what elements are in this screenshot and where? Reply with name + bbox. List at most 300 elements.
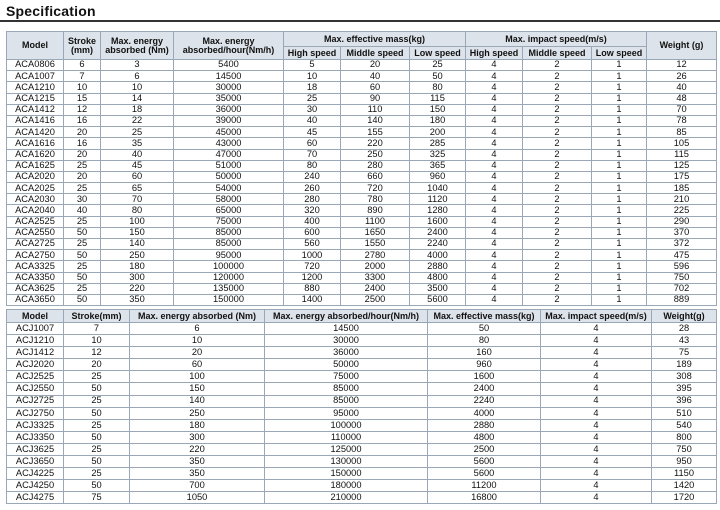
- table-cell: 65000: [174, 205, 284, 216]
- table-cell: 2: [523, 82, 592, 93]
- table-cell: 18: [284, 82, 341, 93]
- table-cell: 45000: [174, 127, 284, 138]
- table-cell: 4: [541, 407, 652, 419]
- table-cell: 10: [101, 82, 174, 93]
- table-cell: 2400: [410, 227, 466, 238]
- table-cell: 50000: [174, 171, 284, 182]
- table-cell: 40: [284, 115, 341, 126]
- table-cell: 45: [101, 160, 174, 171]
- table-cell: ACJ4250: [7, 480, 64, 492]
- table-row: [7, 115, 717, 126]
- table-cell: ACA3325: [7, 261, 64, 272]
- table-cell: ACA0806: [7, 60, 64, 71]
- table-cell: 12: [64, 347, 130, 359]
- table-cell: 85000: [265, 383, 428, 395]
- table-cell: 85000: [265, 395, 428, 407]
- table-cell: ACA1420: [7, 127, 64, 138]
- table-cell: 2: [523, 149, 592, 160]
- table-cell: 4: [541, 395, 652, 407]
- table-row: [7, 492, 717, 504]
- table-header-cell: Max. effective mass(kg): [428, 310, 541, 323]
- table-cell: 4: [466, 205, 523, 216]
- table-cell: 950: [652, 456, 717, 468]
- table-header-cell: Model: [7, 310, 64, 323]
- table-cell: 155: [341, 127, 410, 138]
- table-cell: 1: [592, 183, 647, 194]
- table-cell: 10: [284, 71, 341, 82]
- table-cell: 220: [130, 443, 265, 455]
- table-cell: 14500: [174, 71, 284, 82]
- table-cell: 1: [592, 283, 647, 294]
- table-cell: 702: [647, 283, 717, 294]
- table-cell: 1: [592, 294, 647, 305]
- table-cell: 290: [647, 216, 717, 227]
- table-cell: 2780: [341, 250, 410, 261]
- table-cell: 180: [101, 261, 174, 272]
- acj-header-row: [7, 310, 717, 323]
- table-cell: 2: [523, 183, 592, 194]
- table-cell: ACA1416: [7, 115, 64, 126]
- table-row: [7, 227, 717, 238]
- table-cell: 4: [541, 371, 652, 383]
- header-mass: Max. effective mass(kg): [284, 32, 466, 47]
- table-cell: 45: [284, 127, 341, 138]
- table-cell: ACJ1210: [7, 335, 64, 347]
- table-cell: 2: [523, 194, 592, 205]
- table-cell: 25: [64, 468, 130, 480]
- table-cell: 1: [592, 138, 647, 149]
- table-cell: 596: [647, 261, 717, 272]
- table-cell: 395: [652, 383, 717, 395]
- table-cell: 160: [428, 347, 541, 359]
- table-cell: 210000: [265, 492, 428, 504]
- table-cell: 16: [64, 138, 101, 149]
- table-cell: ACA1215: [7, 93, 64, 104]
- table-cell: 26: [647, 71, 717, 82]
- table-cell: 85000: [174, 227, 284, 238]
- table-cell: 4: [541, 335, 652, 347]
- table-cell: 20: [130, 347, 265, 359]
- table-row: [7, 443, 717, 455]
- title-rule: [0, 20, 720, 22]
- table-cell: 180: [130, 419, 265, 431]
- table-cell: 396: [652, 395, 717, 407]
- table-cell: 6: [64, 60, 101, 71]
- table-cell: 14500: [265, 323, 428, 335]
- table-cell: 1600: [410, 216, 466, 227]
- page-title: Specification: [6, 3, 96, 19]
- header-weight: Weight (g): [647, 32, 717, 60]
- table-cell: 4000: [428, 407, 541, 419]
- table-cell: 80: [284, 160, 341, 171]
- table-cell: 140: [341, 115, 410, 126]
- header-speed-low: Low speed: [592, 47, 647, 60]
- header-energy: Max. energy absorbed (Nm): [101, 32, 174, 60]
- table-cell: 100: [130, 371, 265, 383]
- table-cell: 4: [541, 323, 652, 335]
- table-cell: 7: [64, 71, 101, 82]
- table-cell: 50: [64, 480, 130, 492]
- table-cell: 4: [541, 359, 652, 371]
- aca-spec-table: [6, 31, 717, 306]
- table-cell: ACA1210: [7, 82, 64, 93]
- table-cell: 40: [64, 205, 101, 216]
- table-cell: ACJ1007: [7, 323, 64, 335]
- table-cell: 50: [64, 294, 101, 305]
- table-cell: ACA2025: [7, 183, 64, 194]
- table-cell: 2: [523, 93, 592, 104]
- table-cell: 4800: [410, 272, 466, 283]
- table-cell: 250: [341, 149, 410, 160]
- table-cell: 1650: [341, 227, 410, 238]
- table-cell: 25: [64, 419, 130, 431]
- table-cell: 240: [284, 171, 341, 182]
- table-cell: 140: [130, 395, 265, 407]
- header-speed: Max. impact speed(m/s): [466, 32, 647, 47]
- table-cell: 43000: [174, 138, 284, 149]
- table-cell: 1: [592, 272, 647, 283]
- table-cell: 2: [523, 205, 592, 216]
- table-cell: 2: [523, 261, 592, 272]
- table-row: [7, 456, 717, 468]
- table-cell: 4: [466, 283, 523, 294]
- table-cell: ACJ2750: [7, 407, 64, 419]
- table-cell: 180000: [265, 480, 428, 492]
- table-cell: 25: [64, 371, 130, 383]
- table-cell: 2: [523, 138, 592, 149]
- table-cell: 4800: [428, 431, 541, 443]
- table-cell: ACA2030: [7, 194, 64, 205]
- table-row: [7, 371, 717, 383]
- table-cell: 4: [466, 138, 523, 149]
- table-cell: 100000: [265, 419, 428, 431]
- table-cell: 35: [101, 138, 174, 149]
- table-cell: 4: [466, 272, 523, 283]
- table-cell: 1040: [410, 183, 466, 194]
- table-cell: 80: [101, 205, 174, 216]
- table-cell: 308: [652, 371, 717, 383]
- acj-spec-table: [6, 309, 717, 504]
- table-row: [7, 239, 717, 250]
- table-cell: 889: [647, 294, 717, 305]
- table-cell: 5600: [410, 294, 466, 305]
- table-cell: 4: [466, 104, 523, 115]
- table-row: [7, 127, 717, 138]
- table-header-cell: Stroke(mm): [64, 310, 130, 323]
- table-cell: 50: [64, 383, 130, 395]
- table-cell: 4: [541, 419, 652, 431]
- table-cell: 4: [541, 347, 652, 359]
- table-cell: 78: [647, 115, 717, 126]
- table-cell: 39000: [174, 115, 284, 126]
- table-cell: 135000: [174, 283, 284, 294]
- table-cell: ACA3650: [7, 294, 64, 305]
- header-mass-high: High speed: [284, 47, 341, 60]
- table-cell: 880: [284, 283, 341, 294]
- table-row: [7, 407, 717, 419]
- table-cell: 800: [652, 431, 717, 443]
- header-mass-middle: Middle speed: [341, 47, 410, 60]
- table-cell: 100: [101, 216, 174, 227]
- table-cell: 25: [64, 443, 130, 455]
- table-cell: 250: [101, 250, 174, 261]
- table-cell: 25: [284, 93, 341, 104]
- table-cell: 1120: [410, 194, 466, 205]
- table-cell: 250: [130, 407, 265, 419]
- table-cell: 2: [523, 71, 592, 82]
- table-cell: ACA2550: [7, 227, 64, 238]
- table-row: [7, 323, 717, 335]
- table-cell: 1280: [410, 205, 466, 216]
- table-cell: 4: [466, 127, 523, 138]
- table-cell: 1: [592, 115, 647, 126]
- table-cell: 150: [130, 383, 265, 395]
- table-cell: ACJ3325: [7, 419, 64, 431]
- table-cell: 10: [64, 82, 101, 93]
- table-cell: ACJ3350: [7, 431, 64, 443]
- table-cell: 350: [130, 468, 265, 480]
- table-cell: 4: [466, 294, 523, 305]
- table-cell: 1: [592, 171, 647, 182]
- table-cell: 25: [64, 216, 101, 227]
- table-cell: 4: [541, 456, 652, 468]
- table-cell: 28: [652, 323, 717, 335]
- table-cell: 220: [101, 283, 174, 294]
- table-cell: 1: [592, 104, 647, 115]
- table-cell: 4: [466, 216, 523, 227]
- table-cell: 30: [284, 104, 341, 115]
- table-cell: ACJ3625: [7, 443, 64, 455]
- table-cell: 36000: [265, 347, 428, 359]
- table-cell: 4: [541, 492, 652, 504]
- table-cell: 660: [341, 171, 410, 182]
- table-cell: 85: [647, 127, 717, 138]
- table-cell: 2400: [428, 383, 541, 395]
- table-cell: 25: [64, 395, 130, 407]
- table-cell: 100000: [174, 261, 284, 272]
- table-cell: ACA2040: [7, 205, 64, 216]
- table-cell: 600: [284, 227, 341, 238]
- table-cell: ACA2020: [7, 171, 64, 182]
- table-header-cell: Max. impact speed(m/s): [541, 310, 652, 323]
- table-cell: 75: [64, 492, 130, 504]
- table-cell: 12: [647, 60, 717, 71]
- table-cell: 4: [466, 183, 523, 194]
- table-cell: 4: [541, 443, 652, 455]
- table-cell: 4: [466, 239, 523, 250]
- table-cell: 400: [284, 216, 341, 227]
- table-cell: 16: [64, 115, 101, 126]
- table-cell: 4: [466, 82, 523, 93]
- table-cell: 110: [341, 104, 410, 115]
- table-cell: 80: [410, 82, 466, 93]
- table-cell: ACA2750: [7, 250, 64, 261]
- table-cell: 60: [341, 82, 410, 93]
- table-cell: ACJ2725: [7, 395, 64, 407]
- table-cell: 20: [341, 60, 410, 71]
- table-cell: 4: [466, 171, 523, 182]
- header-energy-hour: Max. energy absorbed/hour(Nm/h): [174, 32, 284, 60]
- table-cell: 18: [101, 104, 174, 115]
- table-cell: 750: [652, 443, 717, 455]
- table-row: [7, 480, 717, 492]
- table-cell: 1050: [130, 492, 265, 504]
- table-cell: 700: [130, 480, 265, 492]
- table-cell: 285: [410, 138, 466, 149]
- table-cell: 2: [523, 216, 592, 227]
- table-header-cell: Weight(g): [652, 310, 717, 323]
- table-cell: 4: [466, 261, 523, 272]
- table-cell: 4: [541, 383, 652, 395]
- table-cell: 890: [341, 205, 410, 216]
- table-cell: 2500: [341, 294, 410, 305]
- table-cell: 90: [341, 93, 410, 104]
- table-cell: 14: [101, 93, 174, 104]
- table-cell: ACJ3650: [7, 456, 64, 468]
- table-cell: 300: [101, 272, 174, 283]
- table-cell: 1: [592, 127, 647, 138]
- table-cell: 280: [284, 194, 341, 205]
- table-header-cell: Max. energy absorbed (Nm): [130, 310, 265, 323]
- table-cell: 4: [466, 250, 523, 261]
- table-cell: 25: [64, 261, 101, 272]
- table-cell: 1720: [652, 492, 717, 504]
- table-cell: 70: [101, 194, 174, 205]
- table-cell: 200: [410, 127, 466, 138]
- table-cell: 4: [466, 160, 523, 171]
- table-cell: 30000: [174, 82, 284, 93]
- header-speed-high: High speed: [466, 47, 523, 60]
- table-cell: 2: [523, 60, 592, 71]
- table-cell: ACJ4225: [7, 468, 64, 480]
- table-cell: 189: [652, 359, 717, 371]
- table-cell: 40: [341, 71, 410, 82]
- table-cell: 22: [101, 115, 174, 126]
- table-cell: 4: [466, 194, 523, 205]
- table-cell: 20: [64, 359, 130, 371]
- table-cell: 47000: [174, 149, 284, 160]
- table-row: [7, 104, 717, 115]
- table-cell: 48: [647, 93, 717, 104]
- table-cell: 3: [101, 60, 174, 71]
- table-cell: 20: [64, 127, 101, 138]
- table-cell: 1: [592, 71, 647, 82]
- table-cell: 115: [410, 93, 466, 104]
- table-cell: 1000: [284, 250, 341, 261]
- table-cell: 20: [64, 171, 101, 182]
- table-cell: 4: [541, 480, 652, 492]
- table-cell: 2: [523, 227, 592, 238]
- table-cell: 95000: [174, 250, 284, 261]
- table-cell: 2240: [410, 239, 466, 250]
- table-cell: 15: [64, 93, 101, 104]
- table-cell: 4: [466, 115, 523, 126]
- table-row: [7, 138, 717, 149]
- table-row: [7, 294, 717, 305]
- table-row: [7, 335, 717, 347]
- table-row: [7, 205, 717, 216]
- table-cell: 150: [101, 227, 174, 238]
- table-row: [7, 71, 717, 82]
- table-cell: 1200: [284, 272, 341, 283]
- table-cell: 1600: [428, 371, 541, 383]
- table-cell: 1150: [652, 468, 717, 480]
- header-speed-middle: Middle speed: [523, 47, 592, 60]
- table-cell: 1: [592, 82, 647, 93]
- table-cell: 58000: [174, 194, 284, 205]
- table-cell: ACA3350: [7, 272, 64, 283]
- table-cell: 1: [592, 194, 647, 205]
- table-cell: 2880: [428, 419, 541, 431]
- table-cell: 110000: [265, 431, 428, 443]
- table-cell: 125000: [265, 443, 428, 455]
- table-row: [7, 468, 717, 480]
- table-row: [7, 272, 717, 283]
- table-cell: 4: [466, 149, 523, 160]
- table-cell: 10: [130, 335, 265, 347]
- table-cell: 3500: [410, 283, 466, 294]
- table-cell: 75: [652, 347, 717, 359]
- table-cell: 51000: [174, 160, 284, 171]
- table-cell: 50: [64, 431, 130, 443]
- table-cell: 40: [647, 82, 717, 93]
- table-cell: 720: [341, 183, 410, 194]
- table-cell: 2: [523, 294, 592, 305]
- table-cell: 220: [341, 138, 410, 149]
- table-cell: 6: [101, 71, 174, 82]
- table-cell: 1: [592, 216, 647, 227]
- table-cell: 2: [523, 171, 592, 182]
- table-cell: 20: [64, 149, 101, 160]
- table-cell: 50: [410, 71, 466, 82]
- table-cell: 60: [284, 138, 341, 149]
- table-cell: 2: [523, 283, 592, 294]
- table-cell: 175: [647, 171, 717, 182]
- table-cell: 85000: [174, 239, 284, 250]
- table-cell: 30000: [265, 335, 428, 347]
- table-cell: 1: [592, 205, 647, 216]
- table-row: [7, 171, 717, 182]
- table-cell: ACJ2020: [7, 359, 64, 371]
- table-cell: ACJ1412: [7, 347, 64, 359]
- table-cell: 750: [647, 272, 717, 283]
- table-cell: 120000: [174, 272, 284, 283]
- table-cell: 70: [647, 104, 717, 115]
- table-cell: 2400: [341, 283, 410, 294]
- table-row: [7, 216, 717, 227]
- table-cell: 2: [523, 127, 592, 138]
- table-cell: 5: [284, 60, 341, 71]
- table-row: [7, 419, 717, 431]
- table-cell: 125: [647, 160, 717, 171]
- table-cell: 50: [64, 407, 130, 419]
- table-cell: 3300: [341, 272, 410, 283]
- table-cell: ACJ2550: [7, 383, 64, 395]
- table-cell: 10: [64, 335, 130, 347]
- table-cell: 4: [466, 93, 523, 104]
- table-cell: 1: [592, 239, 647, 250]
- table-cell: 1: [592, 149, 647, 160]
- table-cell: 5600: [428, 456, 541, 468]
- table-row: [7, 395, 717, 407]
- table-cell: 95000: [265, 407, 428, 419]
- table-cell: 60: [101, 171, 174, 182]
- table-cell: ACA2725: [7, 239, 64, 250]
- table-cell: 365: [410, 160, 466, 171]
- acj-table-body: [7, 323, 717, 504]
- table-cell: 960: [428, 359, 541, 371]
- table-cell: 50: [64, 272, 101, 283]
